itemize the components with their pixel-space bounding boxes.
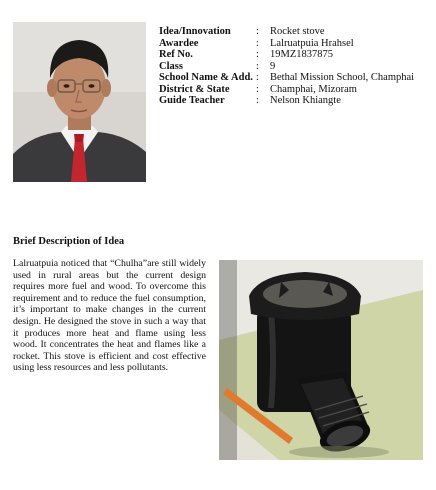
info-label: School Name & Add. xyxy=(159,72,253,83)
rocket-stove-photo xyxy=(219,260,423,460)
info-label: Class xyxy=(159,60,183,72)
info-row-guide-teacher xyxy=(159,95,429,107)
info-value: 19MZ1837875 xyxy=(270,49,333,60)
info-separator: : xyxy=(256,83,259,95)
info-label: District & State xyxy=(159,83,230,95)
info-row-district xyxy=(159,84,429,96)
info-value: 9 xyxy=(270,60,276,72)
info-row-school xyxy=(159,72,429,84)
info-separator: : xyxy=(256,72,259,83)
description-heading: Brief Description of Idea xyxy=(13,236,125,247)
info-row-class xyxy=(159,61,429,73)
info-separator: : xyxy=(256,49,259,60)
info-label: Awardee xyxy=(159,37,199,49)
info-separator: : xyxy=(256,37,259,49)
description-body: Lalruatpuia noticed that “Chulha”are still widely used in rural areas but the current design requires more fuel and wood. To overcome this requirement and to reduce the fuel consumption, it’s important to make changes in the current design. He designed the stove in such a way that it produces more heat and flame using less wood. It concentrates the heat and flames like a rocket. This stove is efficient and cost effective using less resources and less pollutants. xyxy=(13,258,206,374)
info-row-awardee xyxy=(159,38,429,50)
info-value: Champhai, Mizoram xyxy=(270,83,357,95)
info-separator: : xyxy=(256,26,259,37)
awardee-photo xyxy=(13,22,146,182)
info-value: Nelson Khiangte xyxy=(270,95,341,106)
awardee-info-table xyxy=(159,26,429,107)
info-value: Lalruatpuia Hrahsel xyxy=(270,37,354,49)
info-row-ref-no xyxy=(159,49,429,61)
info-label: Ref No. xyxy=(159,49,193,60)
info-label: Guide Teacher xyxy=(159,95,225,106)
info-label: Idea/Innovation xyxy=(159,26,231,37)
info-separator: : xyxy=(256,95,259,106)
info-row-idea xyxy=(159,26,429,38)
info-value: Rocket stove xyxy=(270,26,325,37)
info-separator: : xyxy=(256,60,259,72)
info-value: Bethal Mission School, Champhai xyxy=(270,72,415,83)
